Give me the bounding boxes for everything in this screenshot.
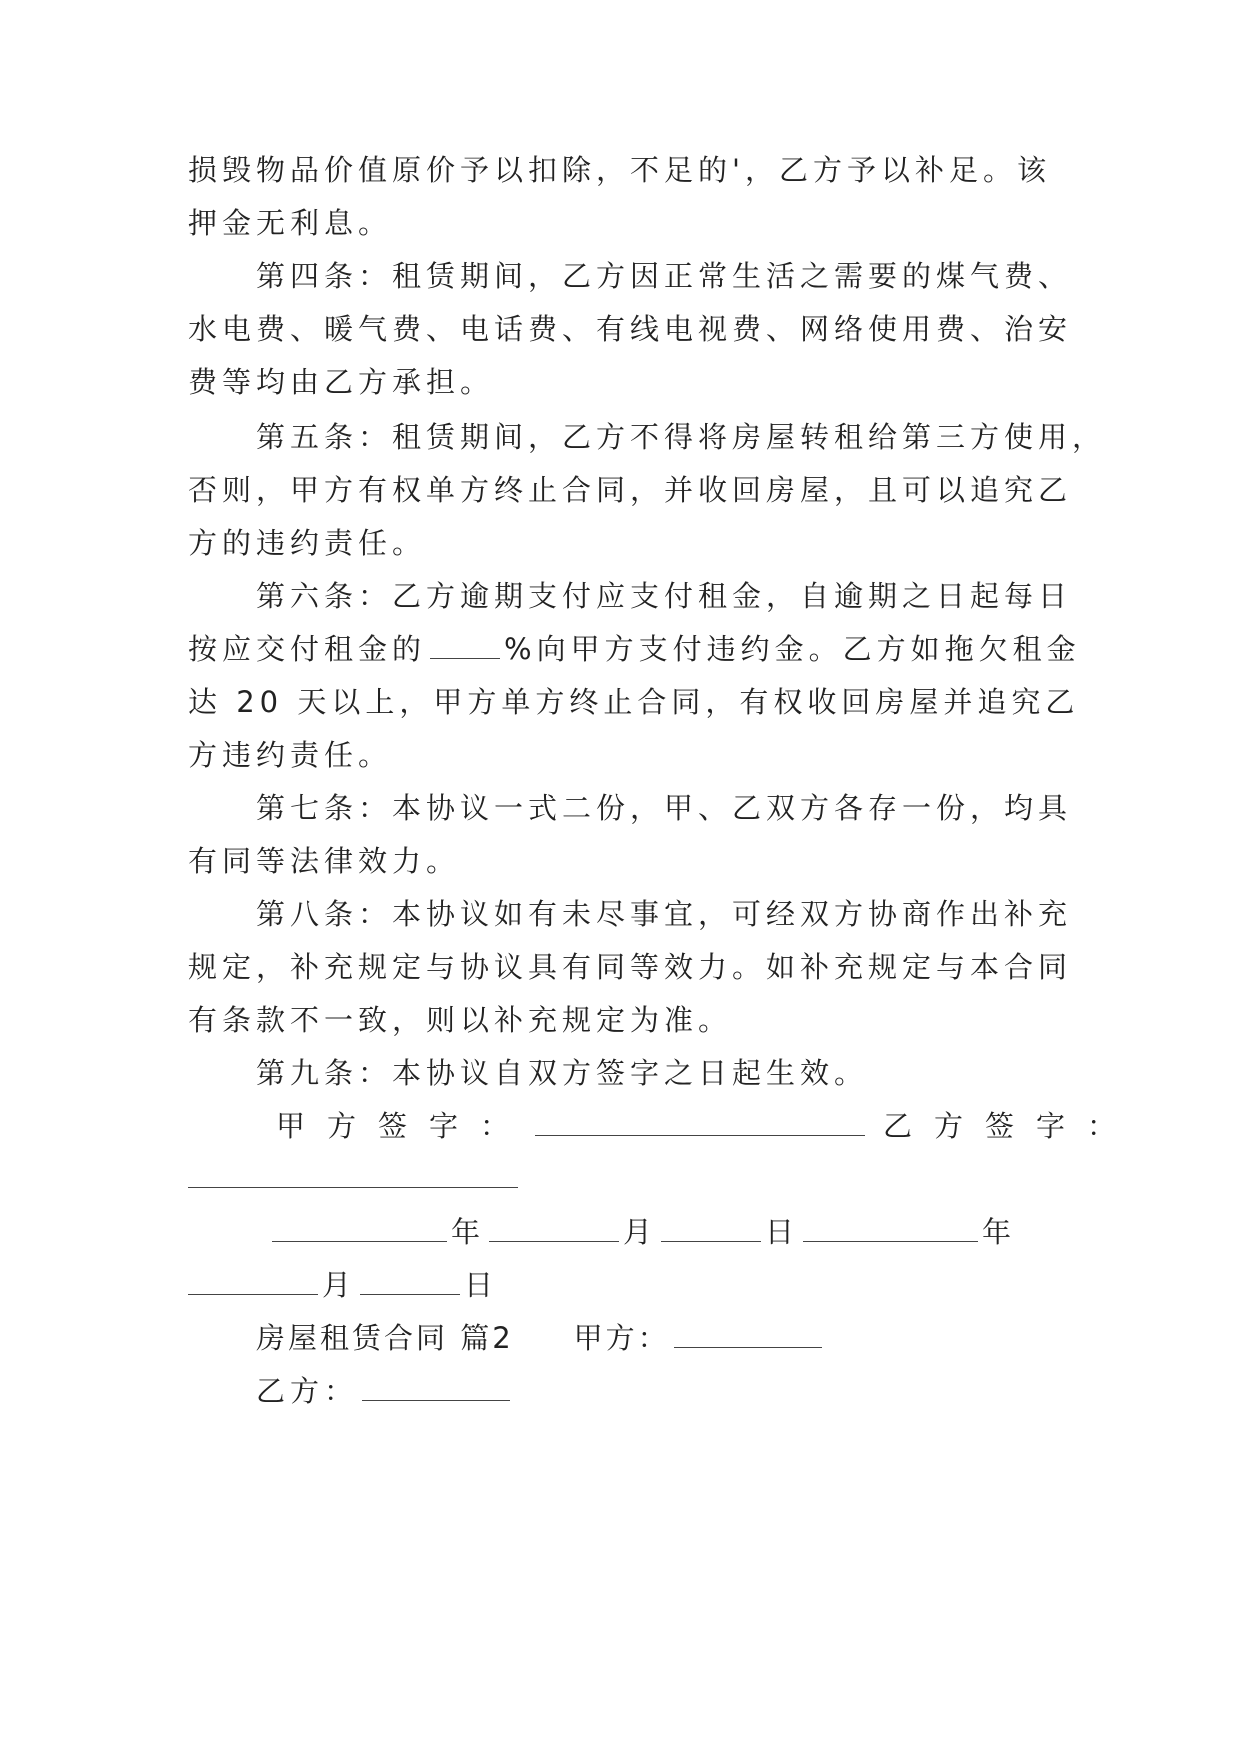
- contract-2-header-row: [256, 1318, 1136, 1358]
- party-b-month-label: 月: [322, 1268, 357, 1302]
- penalty-rate-blank[interactable]: [430, 632, 500, 659]
- clause-6-line-2-end: %向甲方支付违约金。乙方如拖欠租金: [504, 632, 1081, 666]
- clause-6-line-2-start: 按应交付租金的: [188, 632, 427, 666]
- party-b-day-blank[interactable]: [360, 1268, 460, 1295]
- date-row-1: [268, 1212, 1058, 1252]
- clause-3-line-2: 押金无利息。: [188, 206, 393, 240]
- party-b-day-label: 日: [464, 1268, 499, 1302]
- contract-2-party-a-blank[interactable]: [674, 1321, 822, 1348]
- party-b-signature-label: 乙方签字：: [883, 1109, 1139, 1143]
- clause-5-line-1: 第五条：租赁期间，乙方不得将房屋转租给第三方使用，: [256, 420, 1107, 454]
- contract-2-party-b-blank[interactable]: [362, 1374, 510, 1401]
- party-a-year-label: 年: [451, 1215, 486, 1249]
- clause-8-line-1: 第八条：本协议如有未尽事宜，可经双方协商作出补充: [256, 897, 1073, 931]
- clause-6-line-4: 方违约责任。: [188, 738, 393, 772]
- contract-2-party-a-label: 甲方：: [573, 1321, 670, 1355]
- clause-9-line-1: 第九条：本协议自双方签字之日起生效。: [256, 1056, 869, 1090]
- party-a-year-blank[interactable]: [272, 1215, 447, 1242]
- clause-4-line-3: 费等均由乙方承担。: [188, 365, 495, 399]
- party-b-month-blank[interactable]: [188, 1268, 318, 1295]
- clause-8-line-2: 规定，补充规定与协议具有同等效力。如补充规定与本合同: [188, 950, 1073, 984]
- contract-2-party-b-label: 乙方：: [256, 1374, 359, 1408]
- clause-3-line-1: 损毁物品价值原价予以扣除，不足的'，乙方予以补足。该: [188, 153, 1051, 187]
- clause-4-line-1: 第四条：租赁期间，乙方因正常生活之需要的煤气费、: [256, 259, 1073, 293]
- clause-5-line-2: 否则，甲方有权单方终止合同，并收回房屋，且可以追究乙: [188, 473, 1073, 507]
- party-b-signature-blank[interactable]: [188, 1161, 518, 1188]
- party-a-month-label: 月: [623, 1215, 658, 1249]
- party-a-month-blank[interactable]: [489, 1215, 619, 1242]
- clause-6-line-2: [188, 629, 1081, 669]
- signature-row: [276, 1106, 1139, 1146]
- party-a-signature-blank[interactable]: [535, 1109, 865, 1136]
- party-b-signature-row: [188, 1158, 1068, 1198]
- party-b-year-label: 年: [982, 1215, 1017, 1249]
- clause-6-line-1: 第六条：乙方逾期支付应支付租金，自逾期之日起每日: [256, 579, 1073, 613]
- date-row-2: [188, 1265, 1068, 1305]
- party-a-day-label: 日: [765, 1215, 800, 1249]
- party-a-signature-label: 甲方签字：: [276, 1109, 532, 1143]
- clause-8-line-3: 有条款不一致，则以补充规定为准。: [188, 1003, 733, 1037]
- clause-4-line-2: 水电费、暖气费、电话费、有线电视费、网络使用费、治安: [188, 312, 1073, 346]
- party-b-year-blank[interactable]: [803, 1215, 978, 1242]
- clause-6-line-3: 达 20 天以上，甲方单方终止合同，有权收回房屋并追究乙: [188, 685, 1080, 719]
- clause-7-line-1: 第七条：本协议一式二份，甲、乙双方各存一份，均具: [256, 791, 1073, 825]
- contract-2-title: 房屋租赁合同 篇2: [256, 1321, 514, 1355]
- clause-7-line-2: 有同等法律效力。: [188, 844, 461, 878]
- party-a-day-blank[interactable]: [661, 1215, 761, 1242]
- contract-2-party-b-row: [256, 1371, 1136, 1411]
- clause-5-line-3: 方的违约责任。: [188, 526, 427, 560]
